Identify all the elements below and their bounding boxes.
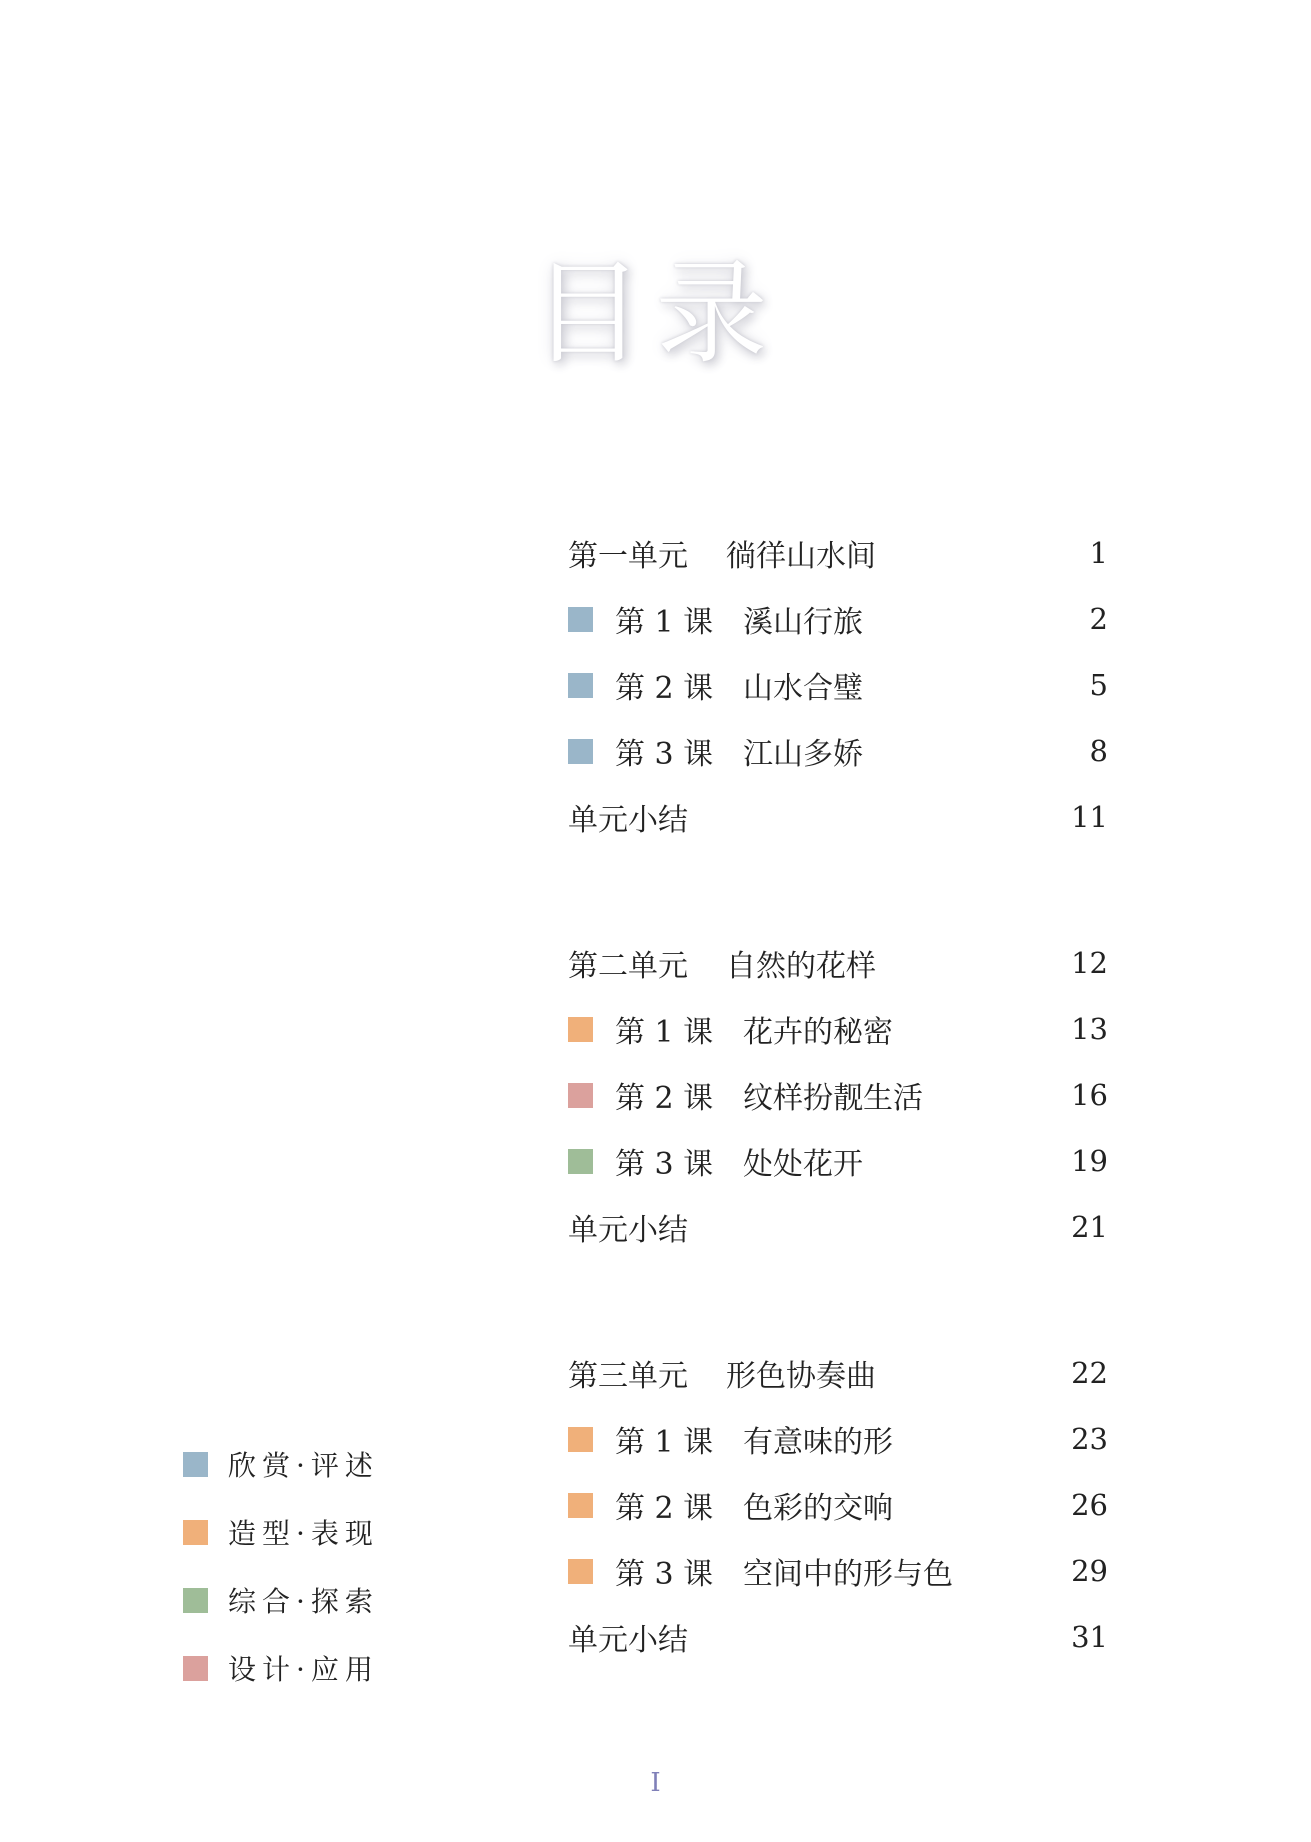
page-number: 19 (1071, 1144, 1108, 1178)
table-of-contents (568, 520, 1108, 1750)
category-swatch-icon (568, 607, 593, 632)
unit-heading[interactable] (568, 1340, 1108, 1406)
unit-heading[interactable] (568, 520, 1108, 586)
category-swatch-icon (568, 739, 593, 764)
legend-label: 综合·探索 (228, 1585, 379, 1618)
lesson-row[interactable] (568, 1128, 1108, 1194)
lesson-number: 第 2 课 (615, 671, 714, 706)
lesson-row[interactable] (568, 996, 1108, 1062)
lesson-number: 第 3 课 (615, 1557, 714, 1592)
category-swatch-icon (568, 1427, 593, 1452)
lesson-name: 处处花开 (743, 1147, 863, 1182)
lesson-row[interactable] (568, 1062, 1108, 1128)
page-number: 23 (1071, 1422, 1108, 1456)
page-number: 2 (1089, 602, 1108, 636)
lesson-name: 有意味的形 (743, 1425, 893, 1460)
lesson-name: 山水合璧 (743, 671, 863, 706)
legend-label: 欣赏·评述 (228, 1449, 379, 1482)
lesson-row[interactable] (568, 718, 1108, 784)
category-swatch-icon (568, 1493, 593, 1518)
lesson-number: 第 1 课 (615, 1015, 714, 1050)
legend-swatch-icon (183, 1588, 208, 1613)
lesson-row[interactable] (568, 1538, 1108, 1604)
page-number: 12 (1071, 946, 1108, 980)
lesson-name: 色彩的交响 (743, 1491, 893, 1526)
lesson-number: 第 3 课 (615, 1147, 714, 1182)
unit-3 (568, 1340, 1108, 1670)
lesson-name: 空间中的形与色 (743, 1557, 953, 1592)
unit-1 (568, 520, 1108, 850)
summary-label: 单元小结 (568, 1213, 688, 1248)
lesson-row[interactable] (568, 586, 1108, 652)
category-swatch-icon (568, 1017, 593, 1042)
legend-label: 造型·表现 (228, 1517, 379, 1550)
unit-name: 自然的花样 (726, 949, 876, 984)
legend-item (183, 1634, 379, 1702)
legend-item (183, 1498, 379, 1566)
unit-name: 徜徉山水间 (726, 539, 876, 574)
page-number: 16 (1071, 1078, 1108, 1112)
page-title: 目录 (531, 249, 780, 379)
page-number: 1 (1089, 536, 1108, 570)
lesson-name: 江山多娇 (743, 737, 863, 772)
lesson-row[interactable] (568, 1472, 1108, 1538)
page-number: 31 (1071, 1620, 1108, 1654)
lesson-number: 第 1 课 (615, 1425, 714, 1460)
lesson-row[interactable] (568, 1406, 1108, 1472)
unit-heading[interactable] (568, 930, 1108, 996)
lesson-number: 第 2 课 (615, 1081, 714, 1116)
category-legend (183, 1430, 379, 1702)
summary-label: 单元小结 (568, 803, 688, 838)
unit-summary[interactable] (568, 1194, 1108, 1260)
page-number: 21 (1071, 1210, 1108, 1244)
lesson-row[interactable] (568, 652, 1108, 718)
unit-number: 第二单元 (568, 949, 688, 984)
unit-summary[interactable] (568, 784, 1108, 850)
lesson-name: 花卉的秘密 (743, 1015, 893, 1050)
unit-summary[interactable] (568, 1604, 1108, 1670)
page-number: 26 (1071, 1488, 1108, 1522)
unit-number: 第三单元 (568, 1359, 688, 1394)
lesson-name: 纹样扮靓生活 (743, 1081, 923, 1116)
lesson-name: 溪山行旅 (743, 605, 863, 640)
page-number: 13 (1071, 1012, 1108, 1046)
category-swatch-icon (568, 673, 593, 698)
summary-label: 单元小结 (568, 1623, 688, 1658)
unit-number: 第一单元 (568, 539, 688, 574)
page-number: 8 (1089, 734, 1108, 768)
page-number: 22 (1071, 1356, 1108, 1390)
lesson-number: 第 1 课 (615, 605, 714, 640)
unit-2 (568, 930, 1108, 1260)
lesson-number: 第 3 课 (615, 737, 714, 772)
category-swatch-icon (568, 1083, 593, 1108)
category-swatch-icon (568, 1559, 593, 1584)
unit-name: 形色协奏曲 (726, 1359, 876, 1394)
legend-item (183, 1430, 379, 1498)
legend-swatch-icon (183, 1520, 208, 1545)
page-number: 29 (1071, 1554, 1108, 1588)
legend-item (183, 1566, 379, 1634)
folio-page-number: I (650, 1768, 661, 1798)
category-swatch-icon (568, 1149, 593, 1174)
lesson-number: 第 2 课 (615, 1491, 714, 1526)
page-number: 5 (1089, 668, 1108, 702)
legend-swatch-icon (183, 1452, 208, 1477)
page-number: 11 (1071, 800, 1108, 834)
legend-label: 设计·应用 (228, 1653, 379, 1686)
legend-swatch-icon (183, 1656, 208, 1681)
